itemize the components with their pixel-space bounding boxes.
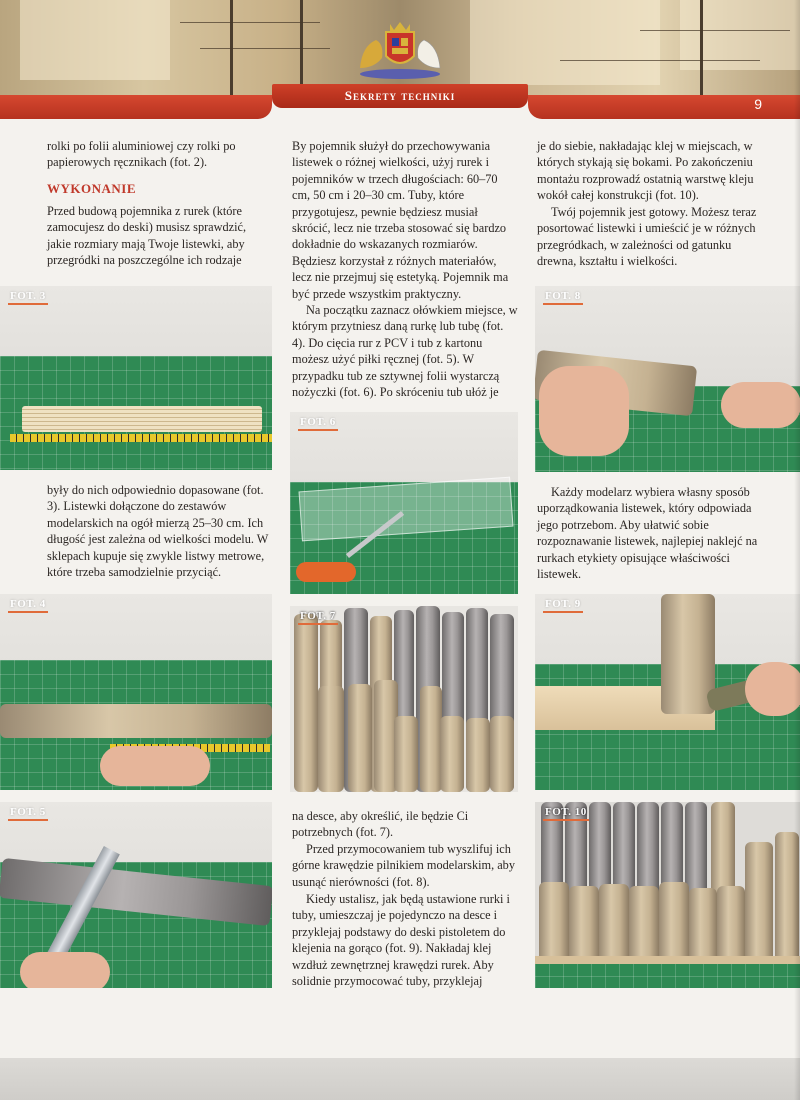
tube [318, 686, 344, 792]
tube [539, 882, 569, 962]
scissors-handle [296, 562, 356, 582]
paragraph: były do nich odpowiednio dopasowane (fot. 3). Listewki dołączone do zestawów modelarskich na ogół mierzą 25–30 cm. Ich długość jest zależna od wielkości modelu. W sklepach kupuje się zwykle listwy metrowe, które trzeba samodzielnie przyciąć. [47, 483, 269, 580]
hand [539, 366, 629, 456]
photo-fot-4 [0, 594, 272, 790]
hand [20, 952, 110, 988]
hand [100, 746, 210, 786]
photo-fot-3 [0, 286, 272, 470]
tube [745, 842, 773, 962]
hand [721, 382, 800, 428]
tube [659, 882, 689, 962]
tube [569, 886, 599, 962]
tube [689, 888, 717, 962]
photo-label: FOT. 5 [8, 806, 48, 821]
tube [466, 718, 490, 792]
tube [490, 716, 514, 792]
page-number: 9 [754, 96, 762, 112]
photo-label: FOT. 6 [298, 416, 338, 431]
paragraph: By pojemnik służył do przechowywania listewek o różnej wielkości, użyj rurek i pojemników w trzech długościach: 60–70 cm, 50 cm i 20–30 cm. Tuby, które przygotujesz, pewnie będziesz musiał skrócić, lecz nie trzeba stosować się bardzo dokładnie do wskazanych rozmiarów. Będziesz korzystał z różnych materiałów, lecz nie przejmuj się estetyką. Pojemnik ma być przede wszystkim praktyczny. [292, 139, 509, 301]
paragraph: Twój pojemnik jest gotowy. Możesz teraz posortować listewki i umieścić je w różnych przegródkach, w zależności od gatunku drewna, kształtu i wielkości. [537, 205, 757, 269]
photo-fot-10 [535, 802, 800, 988]
section-heading: WYKONANIE [47, 181, 137, 196]
photo-fot-6 [290, 412, 518, 594]
paragraph: Na początku zaznacz ołówkiem miejsce, w którym przytniesz daną rurkę lub tubę (fot. 4). Do cięcia rur z PCV i tub z kartonu możesz użyć piłki ręcznej (fot. 5). W przypadku tub ze sztywnej folii wystarczą nożyczki (fot. 6). Po skróceniu tub ułóż je [292, 303, 518, 400]
photo-fot-9 [535, 594, 800, 790]
tube [440, 716, 464, 792]
rigging-line [640, 30, 790, 31]
hand [745, 662, 800, 716]
tube [629, 886, 659, 962]
tube [420, 686, 442, 792]
photo-label: FOT. 9 [543, 598, 583, 613]
rigging-line [560, 60, 760, 61]
wooden-board [535, 956, 800, 964]
photo-fot-5 [0, 802, 272, 988]
ruler [10, 434, 272, 442]
header-banner [0, 0, 800, 96]
cardboard-tube [0, 704, 272, 738]
photo-label: FOT. 3 [8, 290, 48, 305]
cutting-mat [535, 962, 800, 988]
tube [348, 684, 372, 792]
photo-label: FOT. 8 [543, 290, 583, 305]
sail-shape [470, 0, 660, 85]
photo-fot-8 [535, 286, 800, 472]
paragraph: je do siebie, nakładając klej w miejscach, w których stykają się bokami. Po zakończeniu montażu rozprowadź ostatnią warstwę kleju wokół całej konstrukcji (fot. 10). [537, 139, 754, 203]
photo-label: FOT. 4 [8, 598, 48, 613]
rigging-line [200, 48, 330, 49]
paragraph: rolki po folii aluminiowej czy rolki po papierowych ręcznikach (fot. 2). [47, 139, 236, 170]
sail-shape [20, 0, 170, 80]
paragraph: Każdy modelarz wybiera własny sposób uporządkowania listewek, który odpowiada jego potrzebom. Aby ułatwić sobie rozpoznawanie listewek, najlepiej naklejć na rurkach etykiety opisujące właściwości listewek. [537, 485, 758, 582]
photo-label: FOT. 7 [298, 610, 338, 625]
rigging-line [180, 22, 320, 23]
tube [717, 886, 745, 962]
paragraph: na desce, aby określić, ile będzie Ci potrzebnych (fot. 7). [292, 809, 469, 840]
page-bottom-margin [0, 1058, 800, 1100]
mast [700, 0, 703, 96]
page-edge-shadow [794, 0, 800, 1100]
photo-fot-7 [290, 606, 518, 792]
paragraph: Kiedy ustalisz, jak będą ustawione rurki i tuby, umieszczaj je pojedynczo na desce i przyklejaj podstawy do deski pistoletem do klejenia na gorąco (fot. 9). Nakładaj klej wzdłuż zewnętrznej krawędzi rurek. Aby solidnie przymocować tuby, przyklejaj [292, 892, 510, 989]
photo-label: FOT. 10 [543, 806, 589, 821]
header-band-left [0, 95, 272, 119]
wooden-strips [22, 406, 262, 432]
royal-crest-icon [352, 18, 448, 80]
tube [294, 614, 318, 792]
tube [599, 884, 629, 962]
tube [394, 716, 418, 792]
section-title: Sekrety techniki [272, 84, 528, 108]
paragraph: Przed budową pojemnika z rurek (które zamocujesz do deski) musisz sprawdzić, jakie rozmiary mają Twoje listewki, aby przegródki na poszczególne ich rodzaje [47, 204, 247, 268]
paragraph: Przed przymocowaniem tub wyszlifuj ich górne krawędzie pilnikiem modelarskim, aby usunąć nierówności (fot. 8). [292, 842, 515, 889]
